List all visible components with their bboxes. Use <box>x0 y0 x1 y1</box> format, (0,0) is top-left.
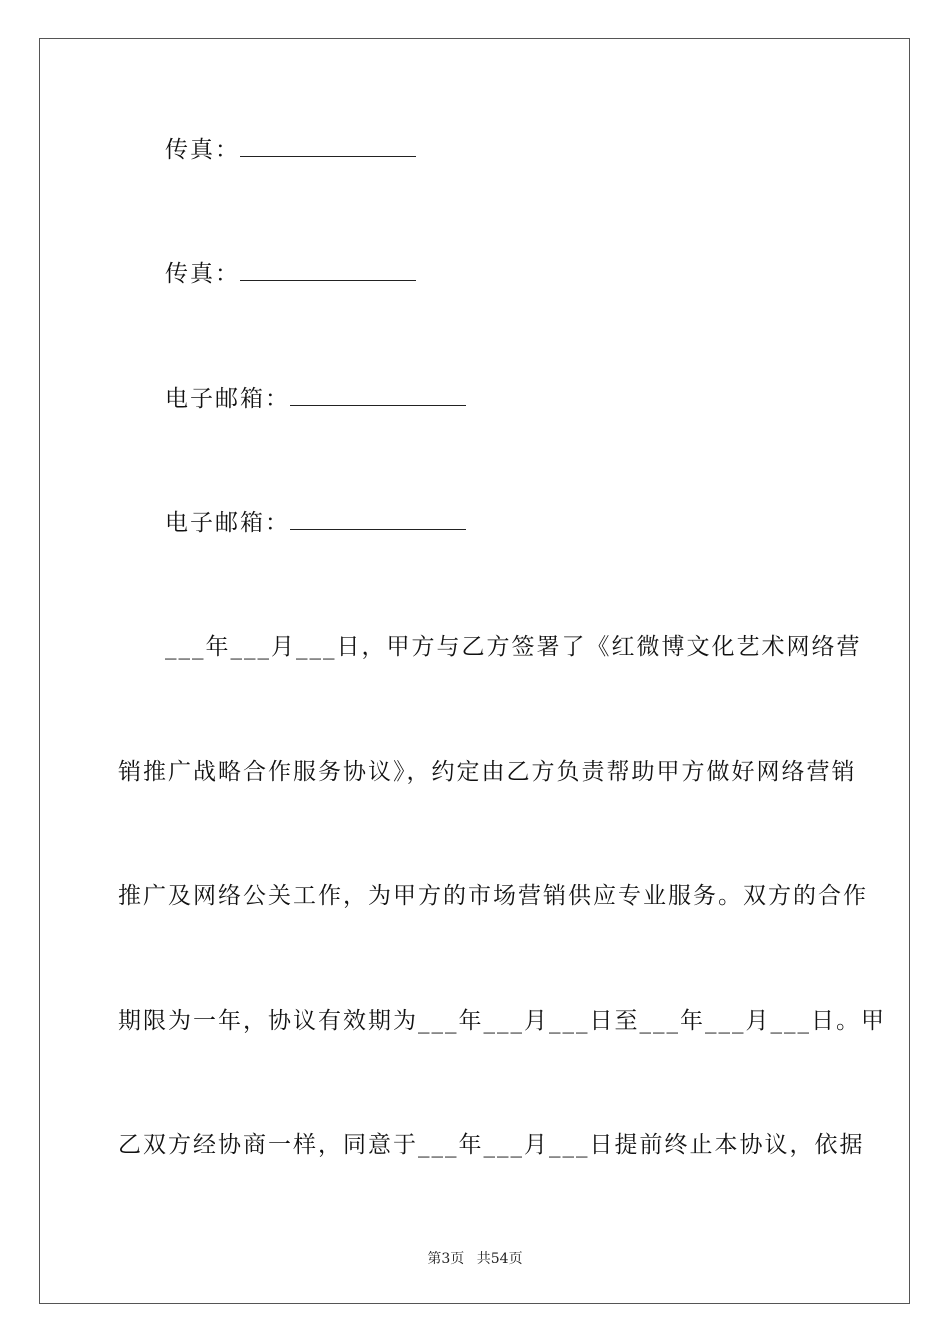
fax-field-1 <box>165 135 416 165</box>
fax-blank-1[interactable] <box>240 136 416 157</box>
email-blank-1[interactable] <box>290 385 466 406</box>
fax-label-1: 传真： <box>165 137 240 163</box>
paragraph-line: 乙双方经协商一样，同意于___年___月___日提前终止本协议，依据 <box>118 1132 865 1158</box>
fax-field-2 <box>165 259 416 289</box>
email-label-1: 电子邮箱： <box>165 386 290 412</box>
paragraph-line: 推广及网络公关工作，为甲方的市场营销供应专业服务。双方的合作 <box>118 883 868 909</box>
page-border <box>39 38 910 1304</box>
fax-label-2: 传真： <box>165 261 240 287</box>
email-blank-2[interactable] <box>290 509 466 530</box>
fax-blank-2[interactable] <box>240 260 416 281</box>
email-field-1 <box>165 384 466 414</box>
page-footer <box>0 1248 950 1268</box>
paragraph-line: 销推广战略合作服务协议》，约定由乙方负责帮助甲方做好网络营销 <box>118 759 857 785</box>
paragraph-line: 期限为一年，协议有效期为___年___月___日至___年___月___日。甲 <box>118 1008 886 1034</box>
page-number: 第3页 <box>427 1251 465 1267</box>
page-total: 共54页 <box>476 1251 523 1267</box>
email-label-2: 电子邮箱： <box>165 510 290 536</box>
email-field-2 <box>165 508 466 538</box>
paragraph-line: ___年___月___日，甲方与乙方签署了《红微博文化艺术网络营 <box>165 634 862 660</box>
